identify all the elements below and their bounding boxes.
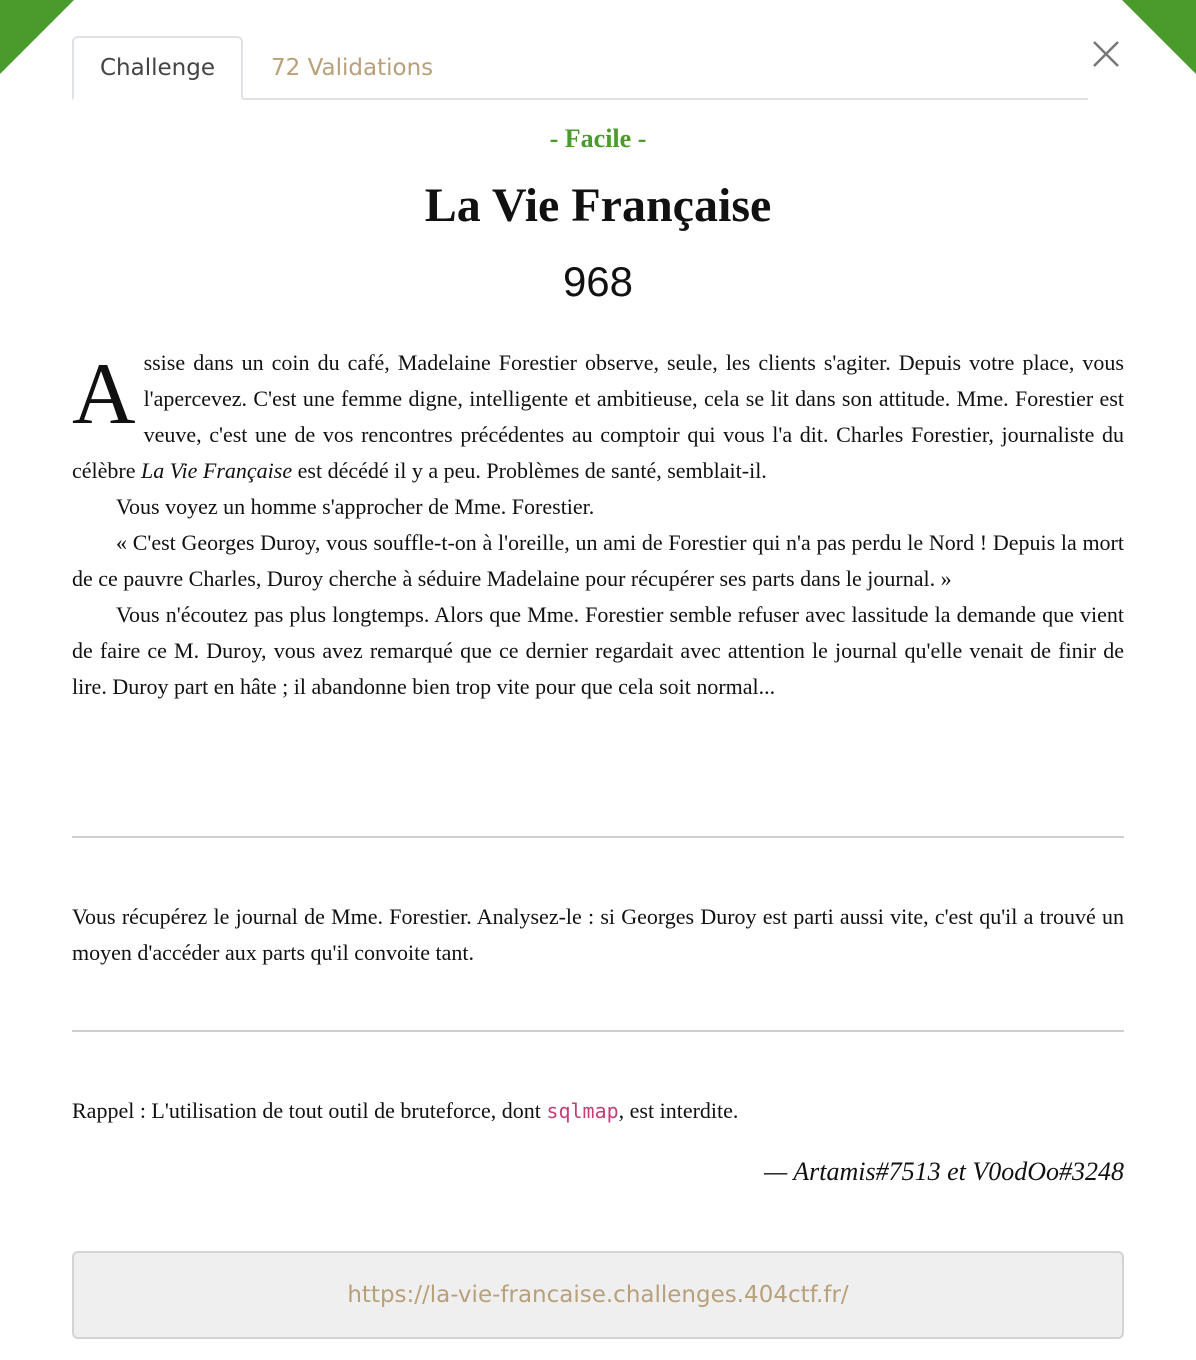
difficulty-label: - Facile - [549,124,647,153]
story-paragraph [72,345,1124,489]
tab-challenge[interactable]: Challenge [72,36,243,100]
story-text: ssise dans un coin du café, Madelaine Forestier observe, seule, les clients s'agiter. Depuis votre place, vous l'apercevez. C'est une femme digne, intelligente et ambitieuse, cela se lit dans son attitude. Mme. Forestier est veuve, c'est une de vos rencontres précédentes au comptoir qui vous l'a dit. Charles Forestier, journaliste du célèbre [72,350,1124,483]
modal-tabs [72,36,1088,100]
tab-validations[interactable]: 72 Validations [271,55,434,81]
divider [72,836,1124,838]
challenge-points: 968 [562,258,634,305]
sqlmap-code: sqlmap [546,1099,619,1123]
close-icon [1090,38,1122,70]
rules-reminder [72,1093,1124,1129]
challenge-link[interactable]: https://la-vie-francaise.challenges.404ctf.fr/ [72,1251,1124,1339]
challenge-story [72,345,1124,705]
story-paragraph: Vous n'écoutez pas plus longtemps. Alors que Mme. Forestier semble refuser avec lassitude la demande que vient de faire ce M. Duroy, vous avez remarqué que ce dernier regardait avec attention le journal qu'elle venait de finir de lire. Duroy part en hâte ; il abandonne bien trop vite pour que cela soit normal... [72,602,1124,699]
dropcap-letter: A [72,346,136,443]
close-button[interactable] [1090,38,1122,70]
authors-signature: — Artamis#7513 et V0odOo#3248 [764,1157,1124,1186]
story-paragraph: « C'est Georges Duroy, vous souffle-t-on à l'oreille, un ami de Forestier qui n'a pas perdu le Nord ! Depuis la mort de ce pauvre Charles, Duroy cherche à séduire Madelaine pour récupérer ses parts dans le journal. » [72,530,1124,591]
story-paragraph: Vous voyez un homme s'approcher de Mme. Forestier. [116,494,595,519]
story-text-end: est décédé il y a peu. Problèmes de santé, semblait-il. [292,458,767,483]
reminder-text: Rappel : L'utilisation de tout outil de bruteforce, dont [72,1098,547,1123]
corner-ribbon-right [1122,0,1196,74]
reminder-text-end: , est interdite. [618,1098,739,1123]
challenge-title: La Vie Française [424,179,772,232]
corner-ribbon-left [0,0,74,74]
task-description: Vous récupérez le journal de Mme. Forestier. Analysez-le : si Georges Duroy est parti aussi vite, c'est qu'il a trouvé un moyen d'accéder aux parts qu'il convoite tant. [72,904,1124,965]
newspaper-name: La Vie Française [141,458,293,483]
divider [72,1030,1124,1032]
